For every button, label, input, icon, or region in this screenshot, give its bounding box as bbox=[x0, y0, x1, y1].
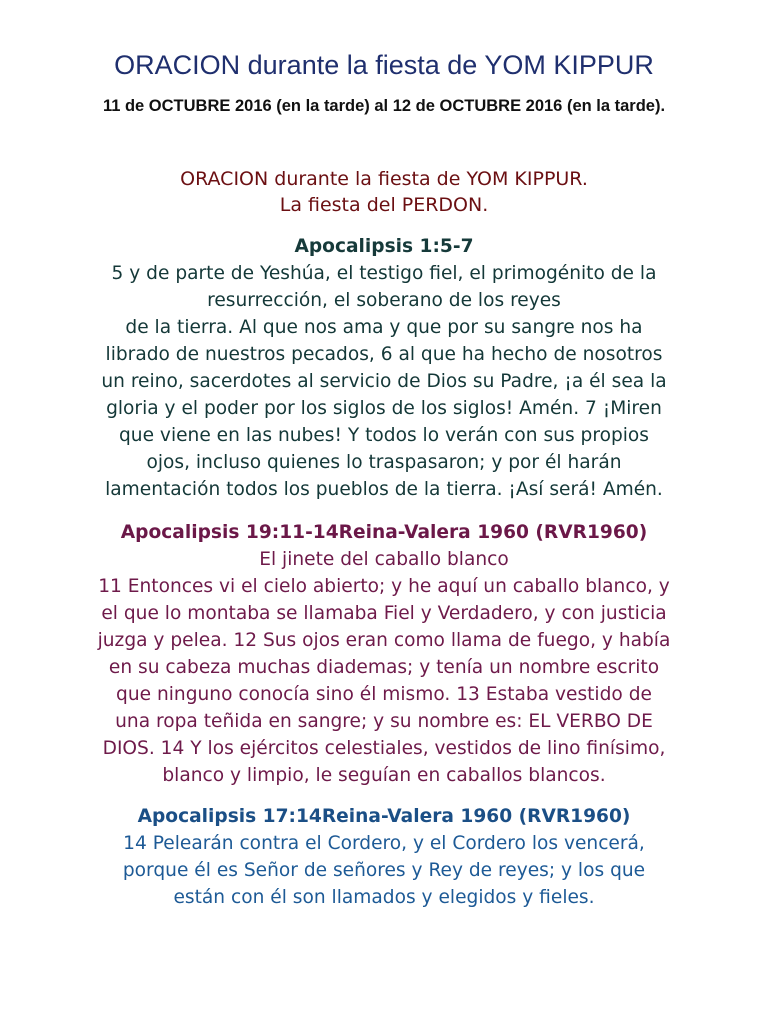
section-subheading: El jinete del caballo blanco bbox=[259, 549, 509, 570]
verse-line: resurrección, el soberano de los reyes bbox=[207, 290, 561, 311]
verse-line: DIOS. 14 Y los ejércitos celestiales, vestidos de lino finísimo, bbox=[102, 738, 666, 759]
verse-line: lamentación todos los pueblos de la tierra. ¡Así será! Amén. bbox=[105, 479, 663, 500]
verse-line: porque él es Señor de señores y Rey de reyes; y los que bbox=[122, 860, 646, 881]
section-apocalipsis-17 bbox=[30, 803, 738, 911]
verse-line: que ninguno conocía sino él mismo. 13 Estaba vestido de bbox=[116, 684, 652, 705]
verse-line: 11 Entonces vi el cielo abierto; y he aquí un caballo blanco, y bbox=[98, 576, 670, 597]
verse-line: 5 y de parte de Yeshúa, el testigo fiel, el primogénito de la bbox=[111, 263, 657, 284]
verse-line: de la tierra. Al que nos ama y que por su sangre nos ha bbox=[125, 317, 643, 338]
verse-line: gloria y el poder por los siglos de los siglos! Amén. 7 ¡Miren bbox=[106, 398, 662, 419]
section-apocalipsis-19 bbox=[30, 519, 738, 789]
section-apocalipsis-1 bbox=[30, 233, 738, 503]
verse-line: el que lo montaba se llamaba Fiel y Verdadero, y con justicia bbox=[101, 603, 667, 624]
verse-line: blanco y limpio, le seguían en caballos blancos. bbox=[162, 765, 606, 786]
verse-line: 14 Pelearán contra el Cordero, y el Cordero los vencerá, bbox=[123, 833, 645, 854]
verse-line: un reino, sacerdotes al servicio de Dios su Padre, ¡a él sea la bbox=[101, 371, 667, 392]
verse-line: ojos, incluso quienes lo traspasaron; y por él harán bbox=[146, 452, 622, 473]
verse-line: que viene en las nubes! Y todos lo verán con sus propios bbox=[119, 425, 649, 446]
page-title: ORACION durante la fiesta de YOM KIPPUR bbox=[114, 50, 654, 80]
subtitle-block bbox=[30, 166, 738, 218]
verse-line: están con él son llamados y elegidos y fieles. bbox=[173, 887, 595, 908]
section-heading: Apocalipsis 17:14Reina-Valera 1960 (RVR1960) bbox=[137, 806, 631, 827]
subtitle-line-1: ORACION durante la fiesta de YOM KIPPUR. bbox=[180, 168, 588, 190]
verse-line: juzga y pelea. 12 Sus ojos eran como llama de fuego, y había bbox=[97, 630, 671, 651]
verse-line: librado de nuestros pecados, 6 al que ha hecho de nosotros bbox=[105, 344, 663, 365]
section-heading: Apocalipsis 1:5-7 bbox=[294, 236, 474, 257]
subtitle-line-2: La fiesta del PERDON. bbox=[279, 194, 489, 216]
date-range: 11 de OCTUBRE 2016 (en la tarde) al 12 de OCTUBRE 2016 (en la tarde). bbox=[102, 97, 666, 115]
verse-line: una ropa teñida en sangre; y su nombre es: EL VERBO DE bbox=[115, 711, 653, 732]
section-heading: Apocalipsis 19:11-14Reina-Valera 1960 (RVR1960) bbox=[120, 522, 648, 543]
verse-line: en su cabeza muchas diademas; y tenía un nombre escrito bbox=[108, 657, 660, 678]
